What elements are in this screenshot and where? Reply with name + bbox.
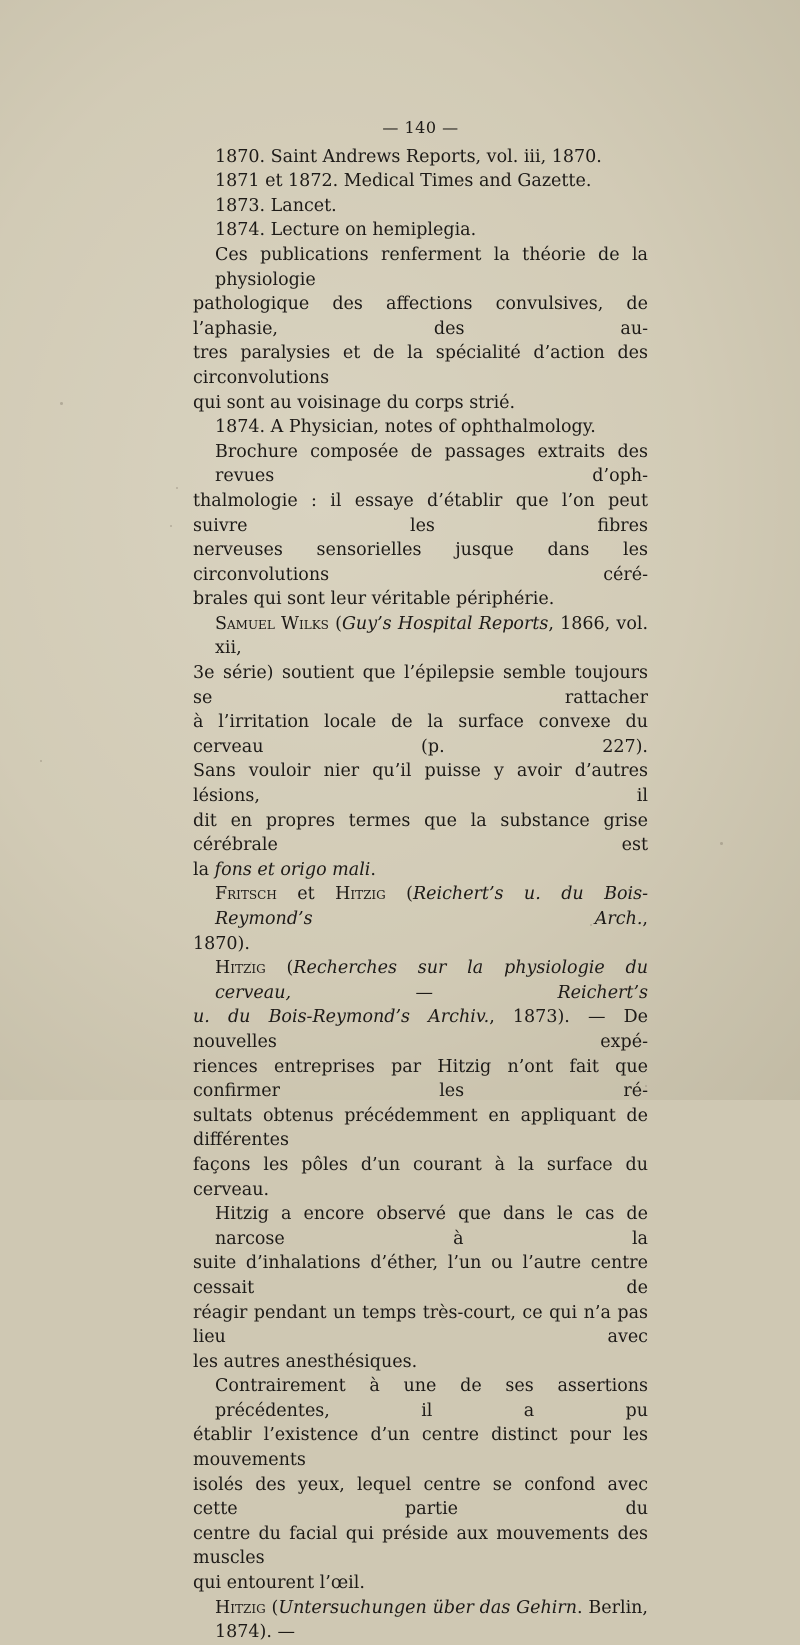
line-text: qui sont au voisinage du corps strié. bbox=[193, 392, 516, 413]
line-text: nerveuses sensorielles jusque dans les circonvolutions céré- bbox=[193, 540, 648, 585]
text-line bbox=[193, 1301, 648, 1350]
line-text: , 1873). — De nouvelles expé- bbox=[193, 1007, 648, 1052]
text-line bbox=[193, 1571, 648, 1596]
text-line bbox=[193, 341, 648, 390]
line-text: , 1866, vol. xii, bbox=[215, 613, 649, 659]
text-line bbox=[193, 1153, 648, 1202]
italic-title: Archiv. bbox=[428, 1007, 490, 1028]
italic-title: Untersuchungen über das Gehirn bbox=[278, 1597, 577, 1618]
line-text: brales qui sont leur véritable périphérie. bbox=[193, 589, 555, 610]
line-text: 3e série) soutient que l’épilepsie semble toujours se rattacher bbox=[193, 663, 648, 708]
line-text: établir l’existence d’un centre distinct pour les mouvements bbox=[193, 1425, 648, 1471]
author-name: Hitzig bbox=[335, 884, 386, 905]
line-text: pathologique des affections convulsives, de l’aphasie, des au- bbox=[193, 294, 648, 339]
text-line bbox=[193, 1055, 648, 1104]
text-line bbox=[193, 882, 648, 931]
line-text: 1870. Saint Andrews Reports, vol. iii, 1870. bbox=[215, 146, 602, 167]
text-line bbox=[193, 956, 648, 1005]
line-text: sultats obtenus précédemment en appliquant de différentes bbox=[193, 1105, 648, 1151]
text-line bbox=[193, 1596, 648, 1645]
paper-speck bbox=[40, 760, 42, 762]
paper-speck bbox=[60, 402, 63, 405]
line-text: Hitzig a encore observé que dans le cas de narcose à la bbox=[215, 1204, 648, 1249]
line-text: , bbox=[642, 909, 648, 929]
line-text: réagir pendant un temps très-court, ce qui n’a pas lieu avec bbox=[193, 1302, 648, 1348]
italic-title: Guy’s Hospital Reports bbox=[341, 613, 549, 634]
text-line bbox=[193, 145, 648, 170]
text-line bbox=[193, 1104, 648, 1153]
text-line bbox=[193, 218, 648, 243]
paper-speck bbox=[176, 487, 178, 489]
line-text: . Berlin, 1874). — bbox=[215, 1597, 648, 1643]
line-text: ( bbox=[265, 1597, 279, 1618]
line-text: thalmologie : il essaye d’établir que l’on peut suivre les fibres bbox=[193, 490, 648, 536]
text-line bbox=[193, 1522, 648, 1571]
author-name: Fritsch bbox=[215, 884, 277, 905]
paper-speck bbox=[170, 525, 172, 527]
text-line bbox=[193, 538, 648, 587]
line-text: 1873. Lancet. bbox=[215, 195, 337, 216]
text-line bbox=[193, 858, 648, 883]
text-line bbox=[193, 489, 648, 538]
line-text: tres paralysies et de la spécialité d’action des circonvolutions bbox=[193, 343, 648, 388]
line-text: Brochure composée de passages extraits des revues d’oph- bbox=[215, 441, 648, 487]
author-name: Hitzig bbox=[215, 958, 266, 979]
line-text: à l’irritation locale de la surface convexe du cerveau (p. 227). bbox=[193, 712, 648, 757]
line-text: ( bbox=[385, 884, 413, 905]
text-line bbox=[193, 932, 648, 957]
line-text: dit en propres termes que la substance grise cérébrale est bbox=[193, 810, 648, 856]
text-line bbox=[193, 415, 648, 440]
line-text: 1874. Lecture on hemiplegia. bbox=[215, 220, 477, 241]
page-body bbox=[193, 116, 648, 1645]
italic-title: u. du Bois-Reymond’s bbox=[193, 1007, 429, 1028]
line-text: 1871 et 1872. Medical Times and Gazette. bbox=[215, 171, 592, 192]
line-text: façons les pôles d’un courant à la surface du cerveau. bbox=[193, 1154, 648, 1200]
line-text: 1870). bbox=[193, 933, 250, 954]
line-text: les autres anesthésiques. bbox=[193, 1351, 418, 1372]
text-line bbox=[193, 1423, 648, 1472]
line-text: isolés des yeux, lequel centre se confond avec cette partie du bbox=[193, 1474, 648, 1520]
text-line bbox=[193, 1374, 648, 1423]
text-line bbox=[193, 710, 648, 759]
line-text: 1874. A Physician, notes of ophthalmology. bbox=[215, 417, 596, 438]
line-text: ( bbox=[265, 958, 294, 979]
text-line bbox=[193, 1202, 648, 1251]
italic-title: fons et origo mali bbox=[214, 859, 371, 880]
italic-title: Reichert’s u. du Bois-Reymond’s Arch. bbox=[215, 884, 648, 929]
line-text: Sans vouloir nier qu’il puisse y avoir d’autres lésions, il bbox=[193, 761, 648, 807]
text-line bbox=[193, 1350, 648, 1375]
text-line bbox=[193, 169, 648, 194]
line-text: suite d’inhalations d’éther, l’un ou l’autre centre cessait de bbox=[193, 1253, 648, 1298]
text-line bbox=[193, 809, 648, 858]
text-line bbox=[193, 1473, 648, 1522]
text-line bbox=[193, 612, 648, 661]
line-text: centre du facial qui préside aux mouvements des muscles bbox=[193, 1523, 648, 1569]
paper-speck bbox=[720, 842, 723, 845]
italic-title: Recherches sur la physiologie du cerveau, — Reichert’s bbox=[215, 958, 648, 1003]
text-line bbox=[193, 587, 648, 612]
line-text: . bbox=[370, 859, 376, 880]
text-line bbox=[193, 1005, 648, 1054]
line-text: et bbox=[276, 884, 336, 905]
text-line bbox=[193, 194, 648, 219]
text-line bbox=[193, 759, 648, 808]
page-number: — 140 — bbox=[382, 118, 459, 137]
text-line bbox=[193, 440, 648, 489]
text-line bbox=[193, 391, 648, 416]
text-line bbox=[193, 292, 648, 341]
text-lines bbox=[193, 145, 648, 1645]
text-line bbox=[193, 661, 648, 710]
line-text: riences entreprises par Hitzig n’ont fait que confirmer les ré- bbox=[193, 1056, 648, 1102]
author-name: Samuel Wilks bbox=[215, 613, 329, 634]
line-text: Contrairement à une de ses assertions précédentes, il a pu bbox=[215, 1376, 648, 1421]
text-line bbox=[193, 1251, 648, 1300]
text-line bbox=[193, 243, 648, 292]
line-text: Ces publications renferment la théorie de la physiologie bbox=[215, 244, 648, 290]
line-text: la bbox=[193, 859, 215, 880]
line-text: ( bbox=[328, 613, 342, 634]
author-name: Hitzig bbox=[215, 1597, 266, 1618]
line-text: qui entourent l’œil. bbox=[193, 1573, 365, 1594]
